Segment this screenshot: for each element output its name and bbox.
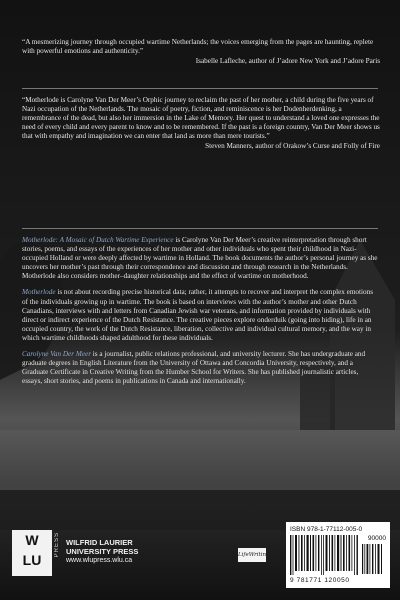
lifewriting-series-logo: LifeWriting (238, 548, 266, 562)
quote-2-attribution: Steven Manners, author of Orakow’s Curse and Folly of Fire (205, 142, 380, 151)
price-code: 90000 (367, 535, 386, 542)
description (22, 236, 380, 386)
divider (22, 228, 378, 229)
quote-2-text: “Motherlode is Carolyne Van Der Meer’s Orphic journey to reclaim the past of her mother, a child during the five years of Nazi occupation of the Netherlands. The mosaic of poetry, fiction, and reminiscence is her Dodenherdenking, a remembrance of the dead, but also her immersion in the Lake of Memory. Her quest to understand a loved one expresses the need of every child and every parent to know and to be remembered. If the past is a foreign country, Van Der Meer shows us that with empathy and imagination we can enter that land as more than mere tourists.” (22, 96, 380, 141)
book-title-short: Motherlode (22, 288, 56, 297)
description-paragraph-2: Motherlode is not about recording precise historical data; rather, it attempts to recover and interpret the complex emotions of the individuals growing up in wartime. The book is based on interviews with the author’s mother and other Dutch Canadians, interviews with and letters from Canadian Jewish war veterans, and information provided by individuals with direct or indirect experience of the Dutch Resistance. The creative pieces explore onderduik (going into hiding), life in an occupied country, the work of the Dutch Resistance, liberation, collective and individual cultural memory, and the way in which wartime childhoods shaped adulthood for these individuals. (22, 288, 374, 342)
footer (0, 522, 400, 600)
publisher-name: WILFRID LAURIER UNIVERSITY PRESS www.wlupress.wlu.ca (66, 538, 139, 564)
isbn-label: ISBN 978-1-77112-005-0 (290, 526, 363, 533)
quote-2 (22, 96, 380, 152)
publisher-url: www.wlupress.wlu.ca (66, 557, 133, 564)
divider (22, 88, 378, 89)
quote-1-attribution: Isabelle Lafleche, author of J’adore New York and J’adore Paris (195, 57, 380, 66)
barcode-digits: 9 781771 120050 (290, 577, 350, 584)
description-paragraph-1: Motherlode: A Mosaic of Dutch Wartime Experience is Carolyne Van Der Meer’s creative reinterpretation through short stories, poems, and essays of the experiences of her mother and other individuals who spent their childhood in Nazi-occupied Holland or were deeply affected by wartime in Holland. The book documents the author’s personal journey as she uncovers her mother’s past through their correspondence and discussion and through research in the Netherlands. Motherlode also considers mother–daughter relationships and the effect of wartime on motherhood. (22, 236, 378, 281)
book-title: Motherlode: A Mosaic of Dutch Wartime Experience (22, 236, 174, 244)
author-bio: Carolyne Van Der Meer is a journalist, public relations professional, and university lecturer. She has undergraduate and graduate degrees in English Literature from the University of Ottawa and Concordia University, respectively, and a Graduate Certificate in Creative Writing from the Humber School for Writers. She has published journalistic articles, essays, short stories, and poems in publications in Canada and internationally. (22, 350, 366, 386)
press-label: PRESS (54, 532, 60, 558)
quote-1 (22, 38, 380, 66)
price-barcode-icon (362, 544, 384, 574)
wlu-press-logo: W LU (12, 530, 52, 576)
barcode-icon (290, 535, 360, 575)
isbn-barcode (286, 522, 390, 588)
quote-1-text: “A mesmerizing journey through occupied wartime Netherlands; the voices emerging from the pages are haunting, replete with powerful emotions and authenticity.” (22, 38, 374, 56)
author-name: Carolyne Van Der Meer (22, 350, 91, 359)
